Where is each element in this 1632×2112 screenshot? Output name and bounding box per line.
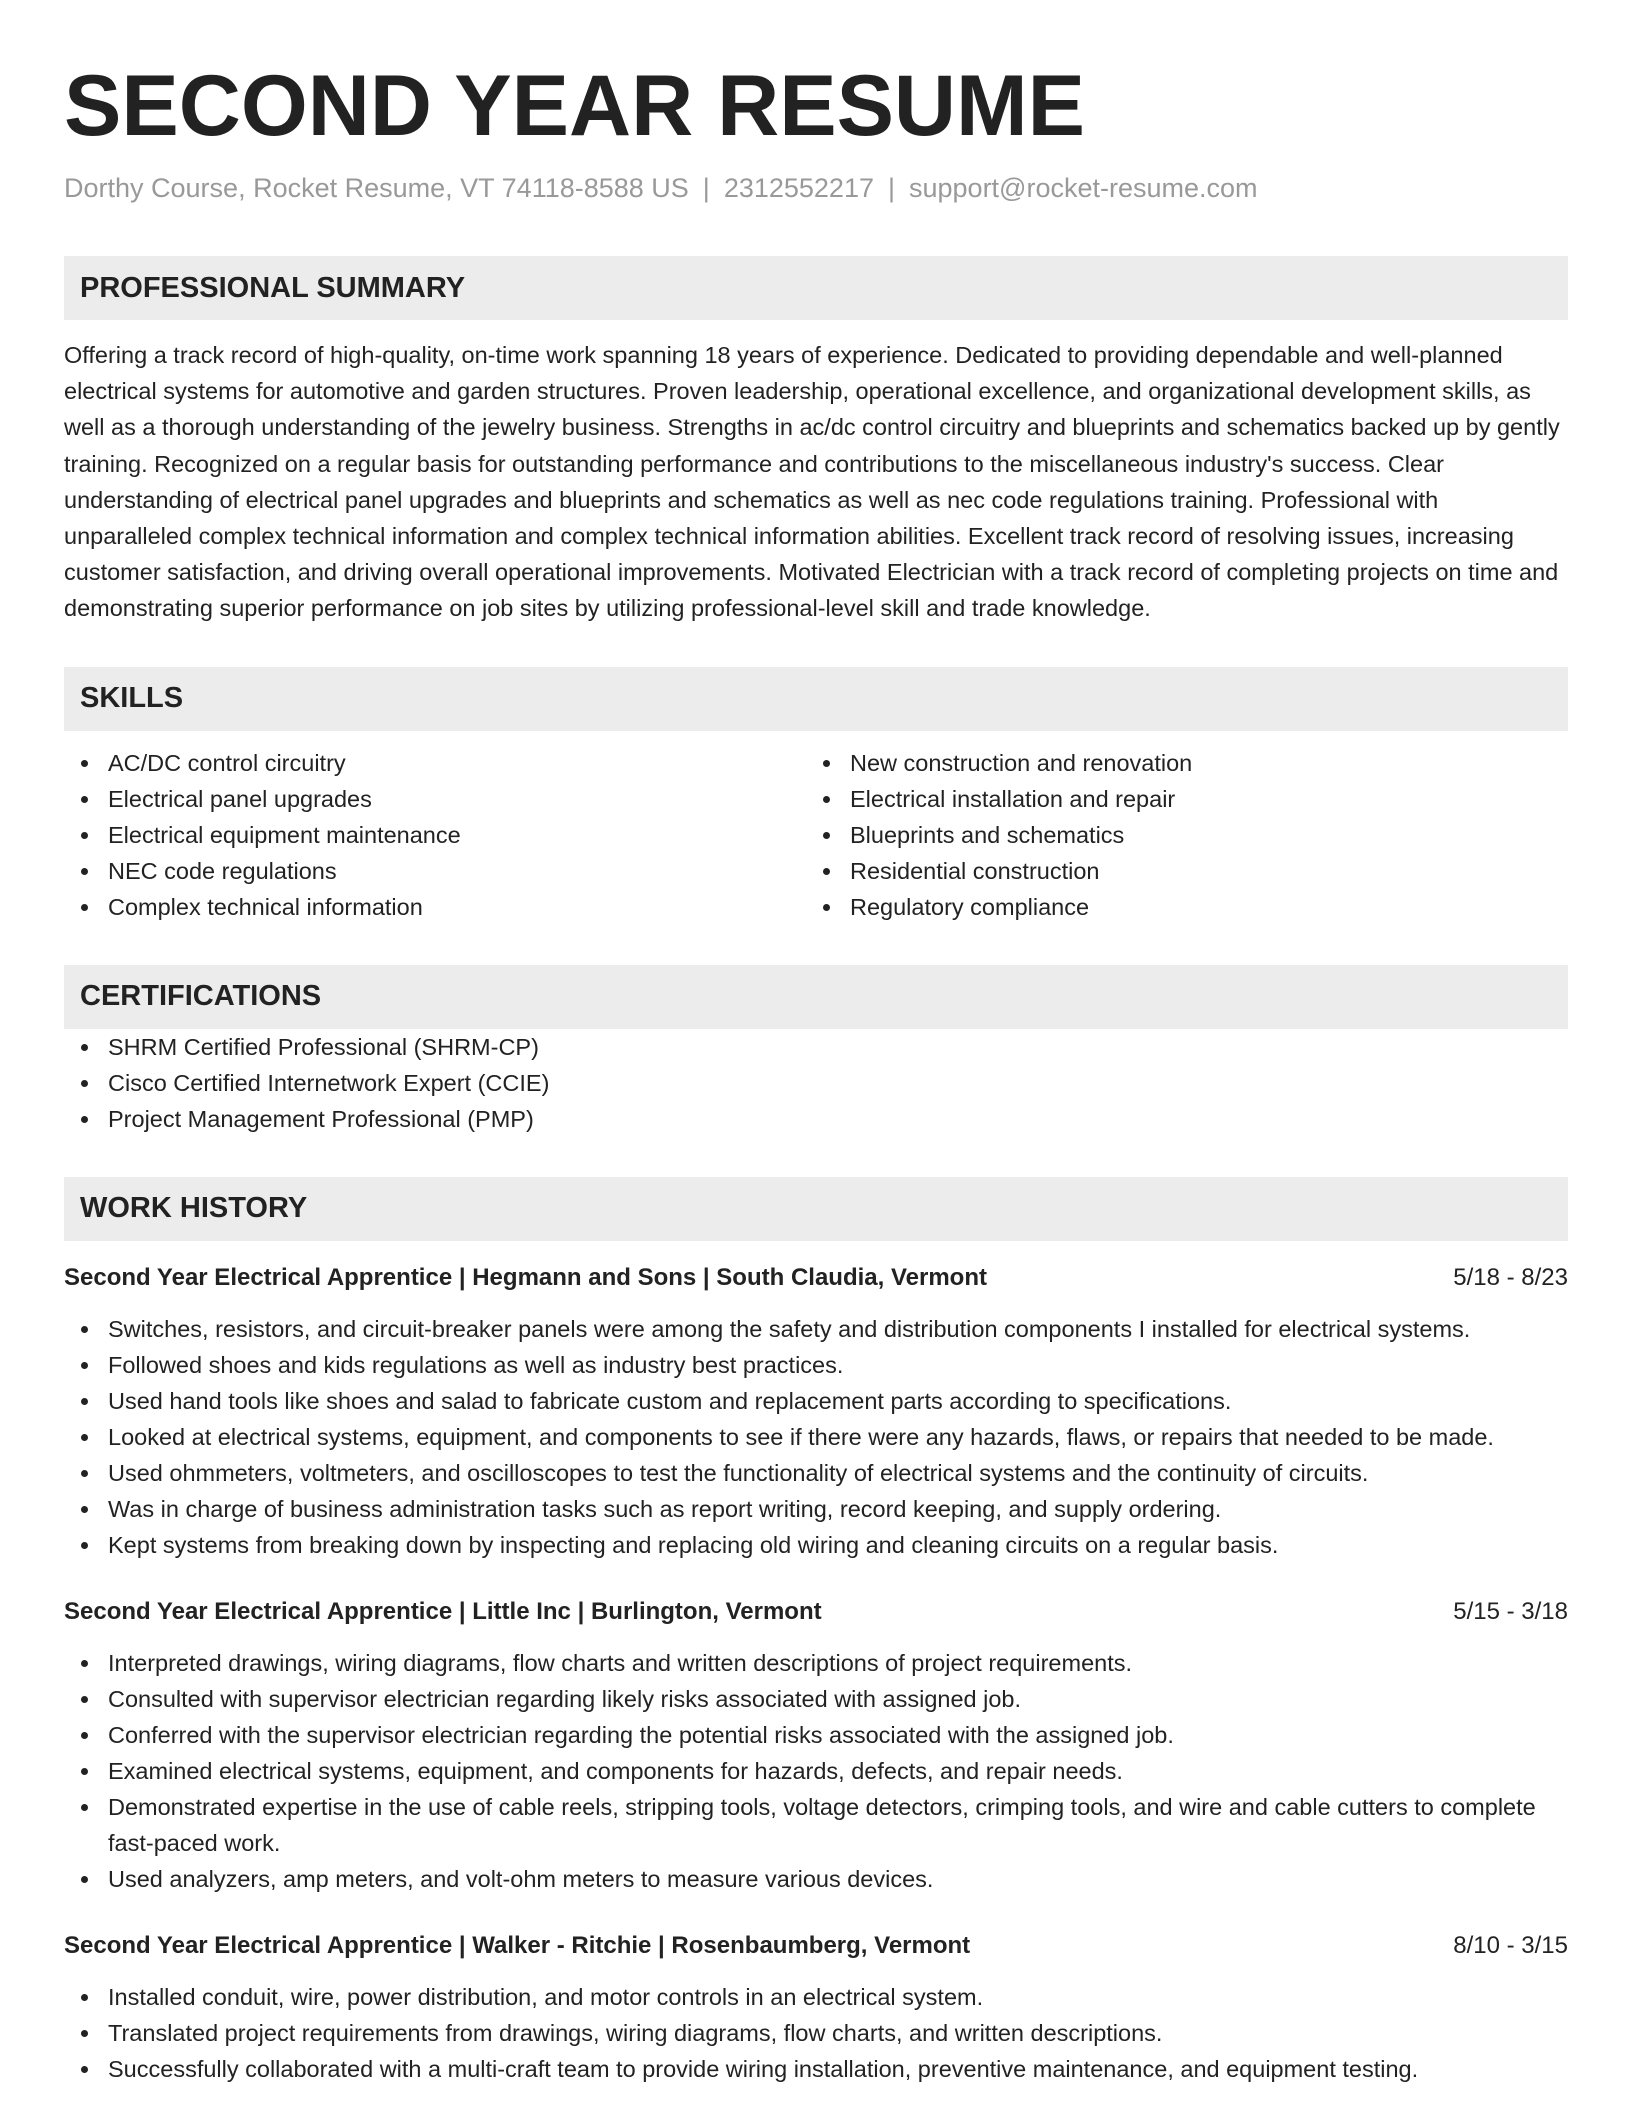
list-item: New construction and renovation — [806, 745, 1548, 781]
section-header-certifications: CERTIFICATIONS — [64, 965, 1568, 1029]
summary-text: Offering a track record of high-quality, on-time work spanning 18 years of experience. Dedicated to providing dependable and well-planned electrical systems for automotive and garden structures. Proven leadership, operational excellence, and organizational development skills, as well as a thorough understanding of the jewelry business. Strengths in ac/dc control circuitry and blueprints and schematics backed up by gently training. Recognized on a regular basis for outstanding performance and contributions to the miscellaneous industry's success. Clear understanding of electrical panel upgrades and blueprints and schematics as well as nec code regulations training. Professional with unparalleled complex technical information and complex technical information abilities. Excellent track record of resolving issues, increasing customer satisfaction, and driving overall operational improvements. Motivated Electrician with a track record of completing projects on time and demonstrating superior performance on job sites by utilizing professional-level skill and trade knowledge. — [64, 342, 1560, 622]
job-dates: 5/18 - 8/23 — [1453, 1263, 1568, 1291]
job-title: Second Year Electrical Apprentice | Walker - Ritchie | Rosenbaumberg, Vermont — [64, 1931, 971, 1959]
job-entry — [64, 1929, 1568, 2087]
job-dates: 5/15 - 3/18 — [1453, 1597, 1568, 1625]
skills-left-list — [64, 745, 806, 925]
list-item: Cisco Certified Internetwork Expert (CCIE) — [64, 1065, 1568, 1101]
list-item: Looked at electrical systems, equipment, and components to see if there were any hazards, flaws, or repairs that needed to be made. — [64, 1419, 1568, 1455]
section-header-work-history: WORK HISTORY — [64, 1177, 1568, 1241]
list-item: AC/DC control circuitry — [64, 745, 806, 781]
resume-title: SECOND YEAR RESUME — [64, 58, 1086, 154]
job-entry — [64, 1595, 1568, 1897]
list-item: Consulted with supervisor electrician regarding likely risks associated with assigned job. — [64, 1681, 1568, 1717]
job-header — [64, 1595, 1568, 1629]
list-item: NEC code regulations — [64, 853, 806, 889]
contact-separator: | — [887, 173, 895, 203]
job-header — [64, 1929, 1568, 1963]
skills-right-list — [806, 745, 1548, 925]
list-item: Electrical equipment maintenance — [64, 817, 806, 853]
job-bullets — [64, 1645, 1568, 1897]
list-item: Translated project requirements from drawings, wiring diagrams, flow charts, and written descriptions. — [64, 2015, 1568, 2051]
list-item: Used ohmmeters, voltmeters, and oscilloscopes to test the functionality of electrical systems and the continuity of circuits. — [64, 1455, 1568, 1491]
job-dates: 8/10 - 3/15 — [1453, 1931, 1568, 1959]
contact-separator: | — [702, 173, 710, 203]
list-item: Demonstrated expertise in the use of cable reels, stripping tools, voltage detectors, crimping tools, and wire and cable cutters to complete fast-paced work. — [64, 1789, 1568, 1861]
list-item: Conferred with the supervisor electrician regarding the potential risks associated with the assigned job. — [64, 1717, 1568, 1753]
list-item: Blueprints and schematics — [806, 817, 1548, 853]
list-item: Electrical panel upgrades — [64, 781, 806, 817]
contact-address: Dorthy Course, Rocket Resume, VT 74118-8588 US — [64, 173, 689, 203]
list-item: Installed conduit, wire, power distribution, and motor controls in an electrical system. — [64, 1979, 1568, 2015]
list-item: Regulatory compliance — [806, 889, 1548, 925]
list-item: SHRM Certified Professional (SHRM-CP) — [64, 1029, 1568, 1065]
list-item: Followed shoes and kids regulations as well as industry best practices. — [64, 1347, 1568, 1383]
list-item: Electrical installation and repair — [806, 781, 1548, 817]
job-header — [64, 1261, 1568, 1295]
job-entry — [64, 1261, 1568, 1563]
list-item: Switches, resistors, and circuit-breaker panels were among the safety and distribution components I installed for electrical systems. — [64, 1311, 1568, 1347]
list-item: Examined electrical systems, equipment, and components for hazards, defects, and repair needs. — [64, 1753, 1568, 1789]
list-item: Residential construction — [806, 853, 1548, 889]
contact-phone: 2312552217 — [723, 173, 874, 203]
job-title: Second Year Electrical Apprentice | Hegmann and Sons | South Claudia, Vermont — [64, 1263, 987, 1291]
list-item: Was in charge of business administration tasks such as report writing, record keeping, and supply ordering. — [64, 1491, 1568, 1527]
contact-email: support@rocket-resume.com — [909, 173, 1258, 203]
list-item: Project Management Professional (PMP) — [64, 1101, 1568, 1137]
certifications-list — [64, 1029, 1568, 1137]
skills-grid — [64, 745, 1568, 925]
section-header-skills: SKILLS — [64, 667, 1568, 731]
list-item: Interpreted drawings, wiring diagrams, flow charts and written descriptions of project requirements. — [64, 1645, 1568, 1681]
list-item: Successfully collaborated with a multi-craft team to provide wiring installation, preventive maintenance, and equipment testing. — [64, 2051, 1568, 2087]
list-item: Used analyzers, amp meters, and volt-ohm meters to measure various devices. — [64, 1861, 1568, 1897]
job-title: Second Year Electrical Apprentice | Little Inc | Burlington, Vermont — [64, 1597, 822, 1625]
list-item: Used hand tools like shoes and salad to fabricate custom and replacement parts according to specifications. — [64, 1383, 1568, 1419]
contact-line — [64, 170, 1568, 206]
list-item: Kept systems from breaking down by inspecting and replacing old wiring and cleaning circuits on a regular basis. — [64, 1527, 1568, 1563]
list-item: Complex technical information — [64, 889, 806, 925]
job-bullets — [64, 1979, 1568, 2087]
section-header-summary: PROFESSIONAL SUMMARY — [64, 256, 1568, 320]
job-bullets — [64, 1311, 1568, 1563]
